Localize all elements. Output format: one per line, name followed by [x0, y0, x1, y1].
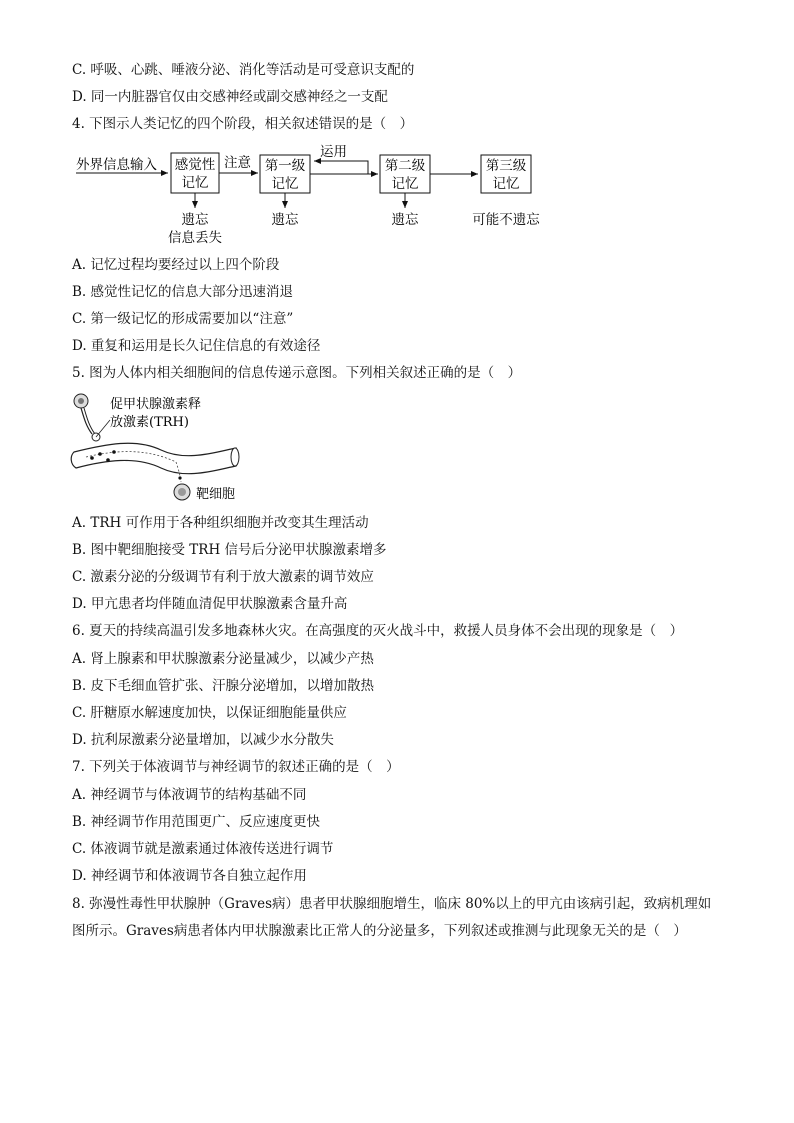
memory-stages-diagram [60, 138, 580, 250]
forget-label-1: 遗忘 [181, 212, 209, 228]
second-label-1: 第二级 [384, 158, 426, 174]
target-cell-label: 靶细胞 [196, 487, 236, 502]
q6-stem: 6. 夏天的持续高温引发多地森林火灾。在高强度的灭火战斗中，救援人员身体不会出现的现象是（ ） [72, 623, 684, 639]
q7-option-a: A. 神经调节与体液调节的结构基础不同 [72, 787, 307, 803]
trh-signaling-diagram [66, 390, 266, 508]
q5-option-b: B. 图中靶细胞接受 TRH 信号后分泌甲状腺激素增多 [72, 542, 387, 558]
q7-option-c: C. 体液调节就是激素通过体液传送进行调节 [72, 841, 334, 857]
q6-option-c: C. 肝糖原水解速度加快，以保证细胞能量供应 [72, 705, 347, 721]
third-label-2: 记忆 [492, 176, 520, 192]
secreting-cell-axon [81, 408, 92, 434]
q8-stem-line-2: 图所示。Graves病患者体内甲状腺激素比正常人的分泌量多，下列叙述或推测与此现象无关的是（ ） [72, 923, 687, 939]
forget-label-1b: 信息丢失 [168, 230, 222, 246]
q4-option-d: D. 重复和运用是长久记住信息的有效途径 [72, 338, 321, 354]
q7-stem: 7. 下列关于体液调节与神经调节的叙述正确的是（ ） [72, 759, 400, 775]
q7-option-b: B. 神经调节作用范围更广、反应速度更快 [72, 814, 321, 830]
not-forget-label: 可能不遗忘 [472, 212, 540, 228]
q5-option-d: D. 甲亢患者均伴随血清促甲状腺激素含量升高 [72, 596, 348, 612]
use-feedback-arrow [314, 161, 368, 174]
q3-option-d: D. 同一内脏器官仅由交感神经或副交感神经之一支配 [72, 89, 388, 105]
blood-vessel [71, 443, 236, 474]
q6-option-d: D. 抗利尿激素分泌量增加，以减少水分散失 [72, 732, 334, 748]
trh-label-1: 促甲状腺激素释 [110, 397, 202, 412]
q4-option-a: A. 记忆过程均要经过以上四个阶段 [72, 257, 280, 273]
q5-option-a: A. TRH 可作用于各种组织细胞并改变其生理活动 [72, 515, 369, 531]
q4-stem: 4. 下图示人类记忆的四个阶段，相关叙述错误的是（ ） [72, 116, 414, 132]
input-label: 外界信息输入 [76, 157, 157, 173]
q4-option-c: C. 第一级记忆的形成需要加以“注意” [72, 311, 294, 327]
q4-option-b: B. 感觉性记忆的信息大部分迅速消退 [72, 284, 294, 300]
attention-label: 注意 [224, 155, 251, 171]
third-label-1: 第三级 [485, 158, 527, 174]
q3-option-c: C. 呼吸、心跳、唾液分泌、消化等活动是可受意识支配的 [72, 62, 415, 78]
q5-option-c: C. 激素分泌的分级调节有利于放大激素的调节效应 [72, 569, 374, 585]
first-label-2: 记忆 [271, 176, 299, 192]
q7-option-d: D. 神经调节和体液调节各自独立起作用 [72, 868, 307, 884]
q8-stem-line-1: 8. 弥漫性毒性甲状腺肿（Graves病）患者甲状腺细胞增生，临床 80%以上的甲亢由该病引起，致病机理如 [72, 896, 712, 912]
forget-label-3: 遗忘 [391, 212, 419, 228]
sensory-label-2: 记忆 [181, 175, 209, 191]
second-label-2: 记忆 [391, 176, 419, 192]
q6-option-a: A. 肾上腺素和甲状腺激素分泌量减少，以减少产热 [72, 651, 374, 667]
trh-label-2: 放激素(TRH) [110, 415, 189, 430]
use-label: 运用 [320, 144, 347, 160]
q5-stem: 5. 图为人体内相关细胞间的信息传递示意图。下列相关叙述正确的是（ ） [72, 365, 522, 381]
q6-option-b: B. 皮下毛细血管扩张、汗腺分泌增加，以增加散热 [72, 678, 375, 694]
forget-label-2: 遗忘 [271, 212, 299, 228]
first-label-1: 第一级 [264, 158, 306, 174]
sensory-label-1: 感觉性 [174, 157, 216, 173]
